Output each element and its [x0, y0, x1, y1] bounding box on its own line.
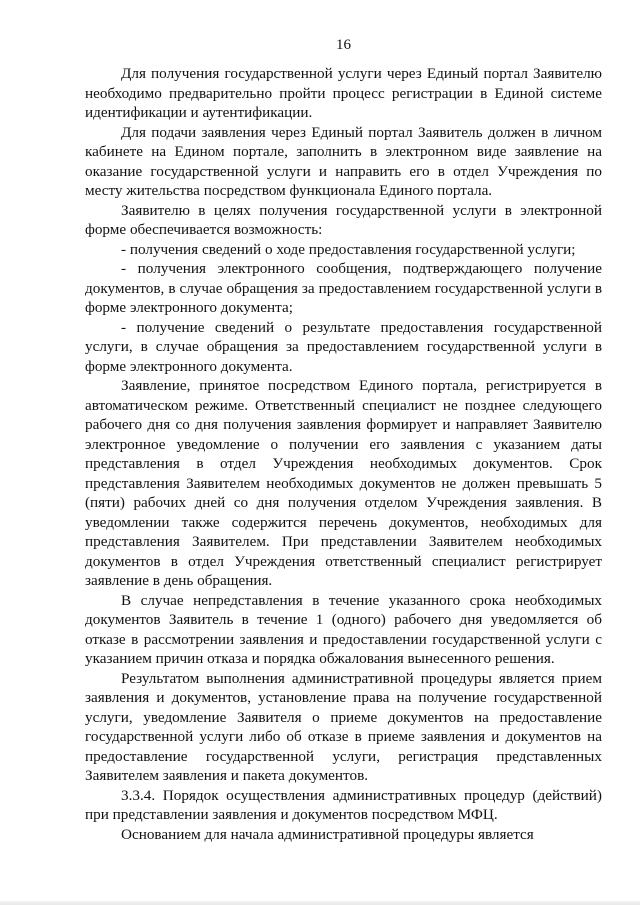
list-item-electronic-message: - получения электронного сообщения, подтверждающего получение документов, в случае обращения за предоставлением государственной услуги в форме электронного документа; — [85, 260, 602, 316]
section-heading-3-3-4: 3.3.4. Порядок осуществления административных процедур (действий) при представлении заявления и документов посредством МФЦ. — [85, 786, 602, 823]
paragraph-non-submission: В случае непредставления в течение указанного срока необходимых документов Заявитель в течение 1 (одного) рабочего дня уведомляется об отказе в рассмотрении заявления и предоставлении государственной услуги с указанием причин отказа и порядка обжалования вынесенного решения. — [85, 591, 602, 667]
paragraph-registration: Для получения государственной услуги через Единый портал Заявителю необходимо предварительно пройти процесс регистрации в Единой системе идентификации и аутентификации. — [85, 65, 602, 121]
paragraph-possibilities-intro: Заявителю в целях получения государственной услуги в электронной форме обеспечивается возможность: — [85, 201, 602, 238]
paragraph-registration-auto: Заявление, принятое посредством Единого портала, регистрируется в автоматическом режиме. Ответственный специалист не позднее следующего рабочего дня со дня получения заявления формирует и направляет Заявителю электронное уведомление о получении его заявления с указанием даты представления в отдел Учреждения необходимых документов. Срок представления Заявителем необходимых документов не должен превышать 5 (пяти) рабочих дней со дня получения отделом Учреждения заявления. В уведомлении также содержится перечень документов, необходимых для представления Заявителем. При представлении Заявителем необходимых документов в отдел Учреждения ответственный специалист регистрирует заявление в день обращения. — [85, 377, 602, 589]
list-item-result-info: - получение сведений о результате предоставления государственной услуги, в случае обращения за предоставлением государственной услуги в форме электронного документа. — [85, 318, 602, 375]
paragraph-basis: Основанием для начала административной процедуры является — [121, 825, 534, 843]
page-bottom-edge — [0, 901, 640, 905]
list-item-status-info: - получения сведений о ходе предоставления государственной услуги; — [121, 240, 576, 258]
paragraph-submission: Для подачи заявления через Единый портал Заявитель должен в личном кабинете на Едином портале, заполнить в электронном виде заявление на оказание государственной услуги и направить его в отдел Учреждения по месту жительства посредством функционала Единого портала. — [85, 123, 602, 199]
page-number: 16 — [336, 37, 351, 53]
paragraph-procedure-result: Результатом выполнения административной процедуры является прием заявления и документов, установление права на получение государственной услуги, уведомление Заявителя о приеме документов на предоставление государственной услуги либо об отказе в приеме заявления и документов на предоставление государственной услуги, регистрация представленных Заявителем заявления и пакета документов. — [85, 669, 602, 784]
